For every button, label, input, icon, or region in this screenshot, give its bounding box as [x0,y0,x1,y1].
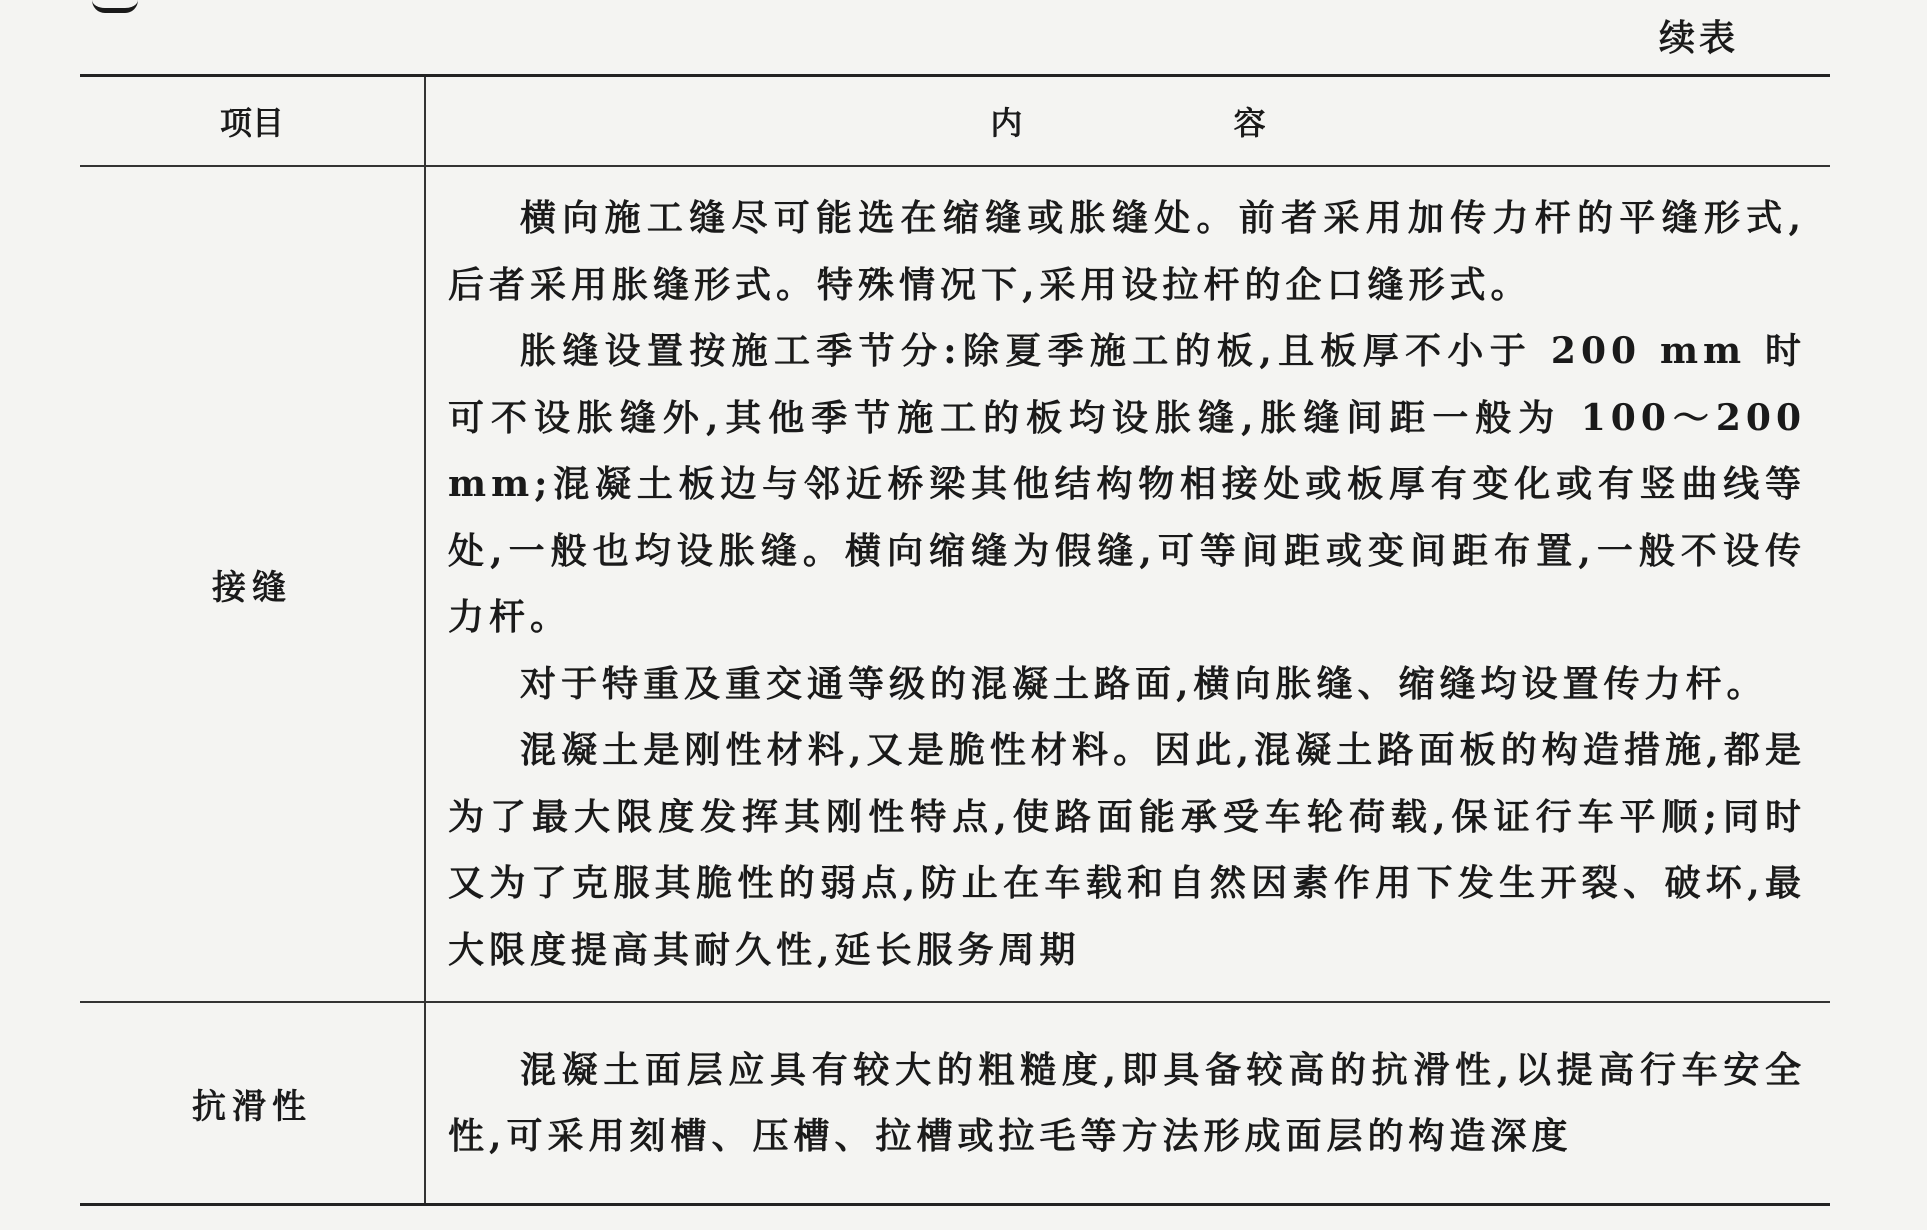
column-header-item: 项目 [80,76,425,167]
row-item-label: 抗滑性 [80,1002,425,1205]
row-item-label: 接缝 [80,166,425,1002]
content-paragraph: 横向施工缝尽可能选在缩缝或胀缝处。前者采用加传力杆的平缝形式,后者采用胀缝形式。特殊情况下,采用设拉杆的企口缝形式。 [448,197,1806,306]
content-table-wrapper [80,74,1830,1206]
row-content [425,166,1830,1002]
content-paragraph: 混凝土面层应具有较大的粗糙度,即具备较高的抗滑性,以提高行车安全性,可采用刻槽、压槽、拉槽或拉毛等方法形成面层的构造深度 [448,1048,1806,1157]
content-paragraph: 胀缝设置按施工季节分:除夏季施工的板,且板厚不小于 200 mm 时可不设胀缝外,其他季节施工的板均设胀缝,胀缝间距一般为 100～200 mm;混凝土板边与邻近桥梁其他结构物相接处或板厚有变化或有竖曲线等处,一般也均设胀缝。横向缩缝为假缝,可等间距或变间距布置,一般不设传力杆。 [448,330,1806,638]
table-row [80,166,1830,1002]
table-row [80,1002,1830,1205]
column-header-content: 内 容 [990,104,1366,142]
continued-label: 续表 [1658,17,1739,59]
content-paragraph: 混凝土是刚性材料,又是脆性材料。因此,混凝土路面板的构造措施,都是为了最大限度发挥其刚性特点,使路面能承受车轮荷载,保证行车平顺;同时又为了克服其脆性的弱点,防止在车载和自然因素作用下发生开裂、破坏,最大限度提高其耐久性,延长服务周期 [448,729,1806,971]
content-paragraph: 对于特重及重交通等级的混凝土路面,横向胀缝、缩缝均设置传力杆。 [520,662,1768,705]
row-content [425,1002,1830,1205]
page-corner-mark [92,0,138,13]
table-header-row [80,76,1830,167]
content-table [80,74,1830,1206]
